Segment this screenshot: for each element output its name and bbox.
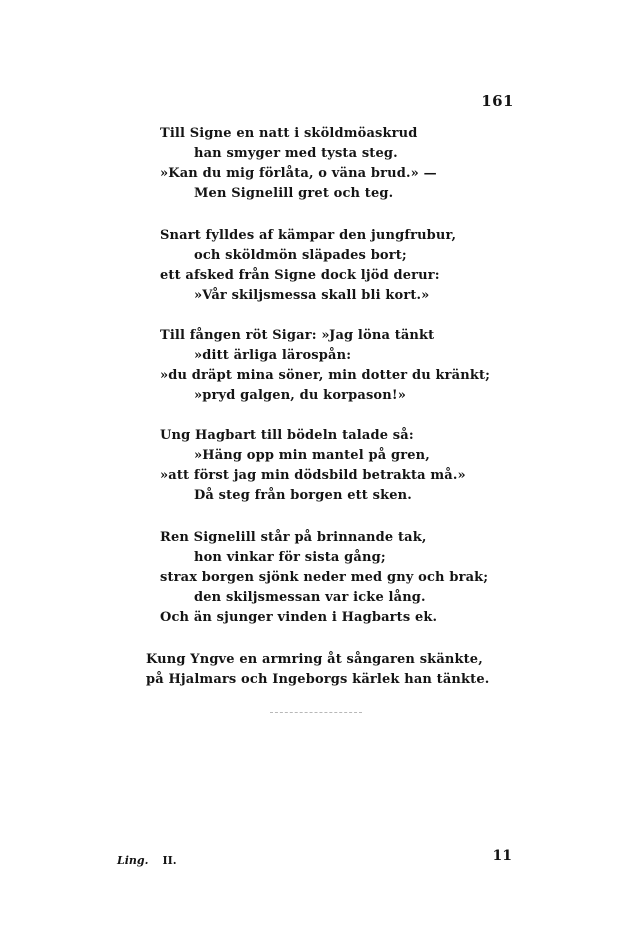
signature-abbreviation: Ling. — [117, 854, 149, 867]
poem-line: »Vår skiljsmessa skall bli kort.» — [194, 288, 430, 303]
poem-line: han smyger med tysta steg. — [194, 146, 398, 161]
poem-line: Ung Hagbart till bödeln talade så: — [160, 428, 414, 443]
poem-line: »pryd galgen, du korpason!» — [194, 388, 406, 403]
poem-line: Till fången röt Sigar: »Jag löna tänkt — [160, 328, 435, 343]
signature-number: 11 — [492, 848, 512, 864]
poem-line: »Kan du mig förlåta, o väna brud.» — — [160, 166, 437, 181]
poem-line: Till Signe en natt i sköldmöaskrud — [160, 126, 418, 141]
signature-volume: II. — [162, 854, 177, 867]
poem-line: hon vinkar för sista gång; — [194, 550, 386, 565]
poem-line: ett afsked från Signe dock ljöd derur: — [160, 268, 440, 283]
poem-line: Men Signelill gret och teg. — [194, 186, 394, 201]
poem-line: Och än sjunger vinden i Hagbarts ek. — [160, 610, 438, 625]
poem-line: »att först jag min dödsbild betrakta må.» — [160, 468, 466, 483]
poem-line: »du dräpt mina söner, min dotter du kränkt; — [160, 368, 491, 383]
poem-line: Snart fylldes af kämpar den jungfrubur, — [160, 228, 457, 243]
printer-signature — [117, 854, 177, 867]
poem-line: den skiljsmessan var icke lång. — [194, 590, 426, 605]
poem-line: Kung Yngve en armring åt sångaren skänkte, — [146, 652, 483, 667]
page-number: 161 — [481, 92, 514, 110]
poem-line: på Hjalmars och Ingeborgs kärlek han tänkte. — [146, 672, 490, 687]
poem-line: och sköldmön släpades bort; — [194, 248, 407, 263]
poem-line: Då steg från borgen ett sken. — [194, 488, 412, 503]
poem-line: »ditt ärliga lärospån: — [194, 348, 352, 363]
poem-line: strax borgen sjönk neder med gny och brak; — [160, 570, 489, 585]
poem-line: Ren Signelill står på brinnande tak, — [160, 530, 427, 545]
poem-line: »Häng opp min mantel på gren, — [194, 448, 430, 463]
section-divider — [270, 712, 362, 715]
